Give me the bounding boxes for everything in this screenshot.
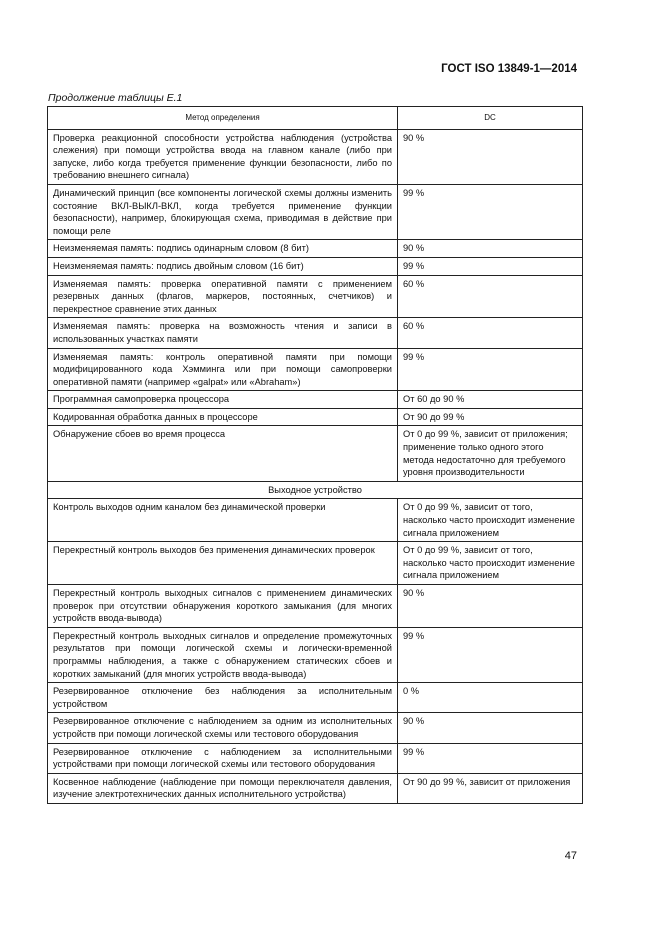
dc-cell: От 0 до 99 %, зависит от того, насколько часто происходит изменение сигнала приложением bbox=[398, 499, 583, 542]
table-row bbox=[48, 408, 583, 426]
method-cell: Проверка реакционной способности устройства наблюдения (устройства слежения) при помощи устройства ввода на главном канале (либо при запуске, либо когда требуется применение функции безопасности, либо по требованию внешнего сигнала) bbox=[48, 129, 398, 184]
method-cell: Перекрестный контроль выходных сигналов с применением динамических проверок при отсутствии обнаружения короткого замыкания (для многих устройств ввода-вывода) bbox=[48, 585, 398, 628]
dc-cell: 60 % bbox=[398, 275, 583, 318]
table-row bbox=[48, 426, 583, 481]
method-cell: Изменяемая память: проверка оперативной памяти с применением резервных данных (флагов, маркеров, постоянных, счетчиков) и перекрестное сравнение этих данных bbox=[48, 275, 398, 318]
table-row bbox=[48, 257, 583, 275]
dc-table bbox=[47, 106, 583, 804]
method-cell: Резервированное отключение с наблюдением за исполнительными устройствами при помощи логической схемы или тестового оборудования bbox=[48, 743, 398, 773]
method-cell: Неизменяемая память: подпись двойным словом (16 бит) bbox=[48, 257, 398, 275]
dc-cell: От 0 до 99 %, зависит от того, насколько часто происходит изменение сигнала приложением bbox=[398, 542, 583, 585]
dc-cell: 99 % bbox=[398, 348, 583, 391]
method-cell: Контроль выходов одним каналом без динамической проверки bbox=[48, 499, 398, 542]
table-row bbox=[48, 275, 583, 318]
dc-cell: 60 % bbox=[398, 318, 583, 348]
method-cell: Кодированная обработка данных в процессоре bbox=[48, 408, 398, 426]
table-header-row bbox=[48, 107, 583, 130]
table-row bbox=[48, 683, 583, 713]
table-row bbox=[48, 713, 583, 743]
method-cell: Неизменяемая память: подпись одинарным словом (8 бит) bbox=[48, 240, 398, 258]
table-caption: Продолжение таблицы Е.1 bbox=[48, 92, 183, 104]
dc-cell: От 90 до 99 % bbox=[398, 408, 583, 426]
table-row bbox=[48, 348, 583, 391]
method-cell: Динамический принцип (все компоненты логической схемы должны изменить состояние ВКЛ-ВЫКЛ-ВКЛ, когда требуется применение функции безопасности), например, блокирующая схема, приводимая в действие при помощи реле bbox=[48, 184, 398, 239]
table-row bbox=[48, 585, 583, 628]
dc-cell: 99 % bbox=[398, 184, 583, 239]
method-cell: Косвенное наблюдение (наблюдение при помощи переключателя давления, изучение электротехнических данных исполнительного устройства) bbox=[48, 773, 398, 803]
page-number: 47 bbox=[564, 850, 577, 862]
table-section-row bbox=[48, 481, 583, 499]
method-cell: Резервированное отключение с наблюдением за одним из исполнительных устройств при помощи логической схемы или тестового оборудования bbox=[48, 713, 398, 743]
dc-cell: 99 % bbox=[398, 743, 583, 773]
table-row bbox=[48, 184, 583, 239]
dc-cell: 90 % bbox=[398, 240, 583, 258]
dc-cell: От 0 до 99 %, зависит от приложения; применение только одного этого метода недостаточно для требуемого уровня производительности bbox=[398, 426, 583, 481]
dc-cell: 90 % bbox=[398, 713, 583, 743]
dc-cell: 99 % bbox=[398, 257, 583, 275]
dc-cell: 90 % bbox=[398, 585, 583, 628]
document-standard-header: ГОСТ ISO 13849-1—2014 bbox=[441, 63, 577, 75]
section-heading: Выходное устройство bbox=[48, 481, 583, 499]
column-header-dc: DC bbox=[398, 107, 583, 130]
table-row bbox=[48, 627, 583, 682]
table-row bbox=[48, 499, 583, 542]
method-cell: Изменяемая память: контроль оперативной памяти при помощи модифицированного кода Хэмминга или при помощи самопроверки оперативной памяти (например «galpat» или «Abraham») bbox=[48, 348, 398, 391]
method-cell: Резервированное отключение без наблюдения за исполнительным устройством bbox=[48, 683, 398, 713]
table-row bbox=[48, 129, 583, 184]
table-row bbox=[48, 542, 583, 585]
dc-cell: 90 % bbox=[398, 129, 583, 184]
method-cell: Программная самопроверка процессора bbox=[48, 391, 398, 409]
method-cell: Перекрестный контроль выходов без применения динамических проверок bbox=[48, 542, 398, 585]
table-row bbox=[48, 240, 583, 258]
method-cell: Обнаружение сбоев во время процесса bbox=[48, 426, 398, 481]
method-cell: Перекрестный контроль выходных сигналов и определение промежуточных результатов при помощи логической схемы и логически-временной программы наблюдения, а также с обнаружением статических сбоев и коротких замыканий (для многих устройств ввода-вывода) bbox=[48, 627, 398, 682]
table-row bbox=[48, 391, 583, 409]
method-cell: Изменяемая память: проверка на возможность чтения и записи в использованных участках памяти bbox=[48, 318, 398, 348]
dc-cell: От 60 до 90 % bbox=[398, 391, 583, 409]
dc-cell: 0 % bbox=[398, 683, 583, 713]
dc-cell: 99 % bbox=[398, 627, 583, 682]
column-header-method: Метод определения bbox=[48, 107, 398, 130]
table-row bbox=[48, 743, 583, 773]
dc-cell: От 90 до 99 %, зависит от приложения bbox=[398, 773, 583, 803]
table-row bbox=[48, 773, 583, 803]
table-row bbox=[48, 318, 583, 348]
